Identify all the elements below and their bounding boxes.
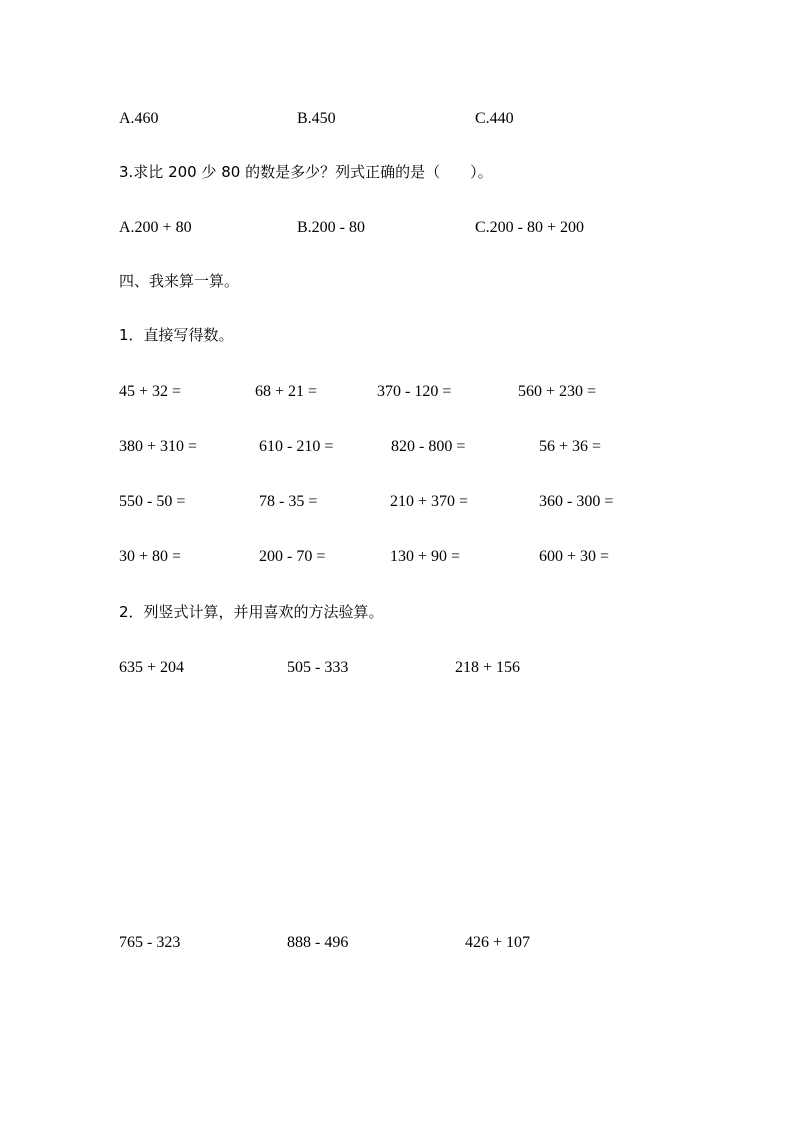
calc-item: 550 - 50 = <box>119 493 186 510</box>
calc-item: 380 + 310 = <box>119 438 198 455</box>
calc-item: 370 - 120 = <box>377 383 452 400</box>
vertical-calc-item: 888 - 496 <box>287 934 349 951</box>
question-3 <box>0 157 794 187</box>
calc-item: 30 + 80 = <box>119 548 182 565</box>
section-title: 四、我来算一算。 <box>119 272 240 290</box>
part-2-title: 2．列竖式计算，并用喜欢的方法验算。 <box>119 603 384 621</box>
calc-item: 360 - 300 = <box>539 493 614 510</box>
option-a: A.460 <box>119 110 159 127</box>
vertical-calc-item: 218 + 156 <box>455 659 521 676</box>
question-3-options <box>0 213 794 243</box>
option-b: B.450 <box>297 110 336 127</box>
calc-item: 45 + 32 = <box>119 383 182 400</box>
calc-item: 200 - 70 = <box>259 548 326 565</box>
vertical-calc-row-1 <box>0 653 794 683</box>
question-3-text: 3.求比 200 少 80 的数是多少？列式正确的是（ ）。 <box>119 163 493 181</box>
calc-row-2 <box>0 432 794 462</box>
calc-row-1 <box>0 377 794 407</box>
option-a: A.200 + 80 <box>119 219 192 236</box>
calc-item: 130 + 90 = <box>390 548 461 565</box>
calc-item: 210 + 370 = <box>390 493 469 510</box>
calc-item: 56 + 36 = <box>539 438 602 455</box>
section-4-heading <box>0 266 794 296</box>
vertical-calc-row-2 <box>0 928 794 958</box>
question-2-options <box>0 104 794 134</box>
vertical-calc-item: 765 - 323 <box>119 934 181 951</box>
calc-item: 560 + 230 = <box>518 383 597 400</box>
calc-item: 820 - 800 = <box>391 438 466 455</box>
vertical-calc-item: 635 + 204 <box>119 659 185 676</box>
calc-item: 610 - 210 = <box>259 438 334 455</box>
vertical-calc-item: 505 - 333 <box>287 659 349 676</box>
option-c: C.200 - 80 + 200 <box>475 219 585 236</box>
option-c: C.440 <box>475 110 514 127</box>
part-1-title: 1．直接写得数。 <box>119 326 234 344</box>
calc-row-3 <box>0 487 794 517</box>
calc-item: 78 - 35 = <box>259 493 318 510</box>
part-1-heading <box>0 320 794 350</box>
part-2-heading <box>0 597 794 627</box>
vertical-calc-item: 426 + 107 <box>465 934 531 951</box>
calc-item: 600 + 30 = <box>539 548 610 565</box>
calc-row-4 <box>0 542 794 572</box>
calc-item: 68 + 21 = <box>255 383 318 400</box>
option-b: B.200 - 80 <box>297 219 365 236</box>
